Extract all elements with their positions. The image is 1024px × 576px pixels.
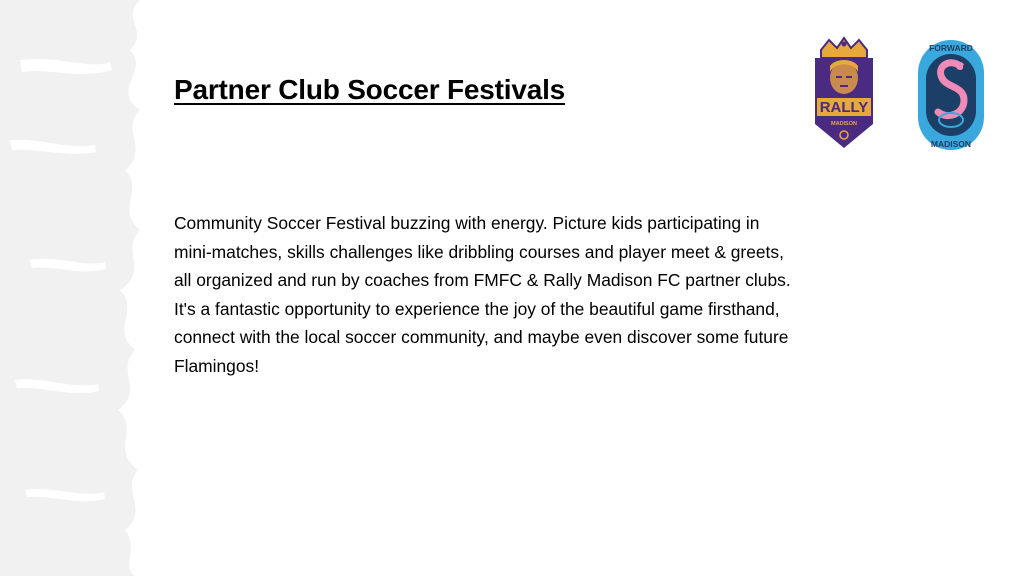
svg-text:MADISON: MADISON [831,121,857,127]
svg-text:MADISON: MADISON [930,139,972,149]
svg-text:FORWARD: FORWARD [929,43,973,53]
slide-title: Partner Club Soccer Festivals [174,74,566,105]
slide-body-text: Community Soccer Festival buzzing with energy. Picture kids participating in mini-matches, skills challenges like dribbling courses and player meet & greets, all organized and run by coaches from FMFC & Rally Madison FC partner clubs. It's a fantastic opportunity to experience the joy of the beautiful game firsthand, connect with the local soccer community, and maybe even discover some future Flamingos! [174,213,791,376]
forward-madison-flamingo-crest-icon [914,36,988,154]
svg-text:RALLY: RALLY [819,99,869,116]
rally-madison-crest-icon [809,36,879,152]
brush-stroke-decoration [0,0,200,576]
